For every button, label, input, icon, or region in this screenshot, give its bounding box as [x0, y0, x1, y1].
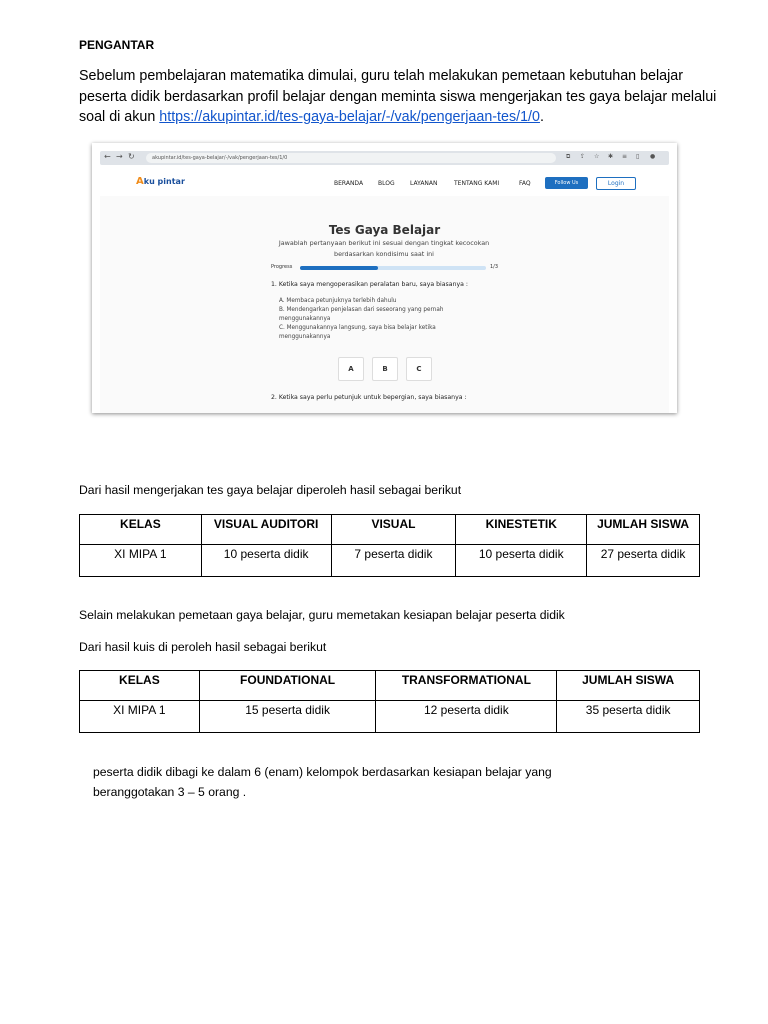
table-cell: 12 peserta didik [376, 701, 557, 733]
test-title: Tes Gaya Belajar [328, 223, 441, 237]
table-row [80, 701, 700, 733]
akupintar-logo: Aku pintar [136, 176, 185, 187]
table-header-row [80, 671, 700, 701]
menu-list-icon: ≡ [622, 153, 628, 160]
answer-b-button: B [372, 357, 398, 381]
share-icon: ⇪ [580, 153, 586, 160]
section-heading: PENGANTAR [79, 38, 155, 52]
intro-text: Sebelum pembelajaran matematika dimulai, guru telah melakukan pemetaan kebutuhan belajar peserta didik berdasarkan profil belajar dengan meminta siswa mengerjakan tes gaya belajar melalui soal di akun [79, 68, 717, 125]
table-cell: 15 peserta didik [199, 701, 376, 733]
table-cell: 27 peserta didik [587, 545, 700, 577]
sidebar-icon: ▯ [636, 153, 640, 160]
table-header: KELAS [80, 671, 200, 701]
table-header: VISUAL AUDITORI [201, 515, 331, 545]
star-icon: ☆ [594, 153, 600, 160]
table-cell: 10 peserta didik [201, 545, 331, 577]
follow-us-button: Follow Us [545, 177, 588, 189]
menu-layanan: LAYANAN [410, 180, 438, 187]
test-link[interactable]: https://akupintar.id/tes-gaya-belajar/-/vak/pengerjaan-tes/1/0 [159, 109, 540, 125]
table-header: KINESTETIK [456, 515, 587, 545]
embedded-screenshot [92, 143, 677, 413]
readiness-table [79, 670, 700, 733]
option-b: B. Mendengarkan penjelasan dari seseorang yang pernah menggunakannya [279, 307, 444, 322]
option-c: C. Menggunakannya langsung, saya bisa belajar ketika menggunakannya [279, 325, 436, 340]
menu-tentang-kami: TENTANG KAMI [454, 180, 500, 187]
table-cell: 7 peserta didik [331, 545, 456, 577]
question-1-options [279, 297, 479, 342]
table-header-row [80, 515, 700, 545]
table-header: VISUAL [331, 515, 456, 545]
quiz-result-paragraph: Dari hasil kuis di peroleh hasil sebagai berikut [79, 640, 327, 654]
closing-paragraph: peserta didik dibagi ke dalam 6 (enam) kelompok berdasarkan kesiapan belajar yang beranggotakan 3 – 5 orang . [93, 765, 552, 799]
login-button: Login [596, 177, 636, 190]
question-1: 1. Ketika saya mengoperasikan peralatan baru, saya biasanya : [271, 281, 468, 288]
result-intro-paragraph: Dari hasil mengerjakan tes gaya belajar diperoleh hasil sebagai berikut [79, 483, 462, 497]
answer-a-button: A [338, 357, 364, 381]
table-header: TRANSFORMATIONAL [376, 671, 557, 701]
reload-icon: ↻ [128, 152, 135, 161]
table-header: JUMLAH SISWA [557, 671, 700, 701]
progress-count: 1/3 [490, 264, 499, 270]
extension-icon: ✱ [608, 153, 614, 160]
table-cell: 35 peserta didik [557, 701, 700, 733]
progress-label: Progress [271, 264, 293, 270]
profile-icon: ● [650, 153, 656, 160]
table-header: JUMLAH SISWA [587, 515, 700, 545]
learning-style-table [79, 514, 700, 577]
table-cell: XI MIPA 1 [80, 545, 202, 577]
readiness-paragraph: Selain melakukan pemetaan gaya belajar, guru memetakan kesiapan belajar peserta didik [79, 608, 565, 622]
intro-paragraph [79, 66, 719, 128]
table-cell: 10 peserta didik [456, 545, 587, 577]
site-header [100, 167, 669, 193]
test-subtitle: Jawablah pertanyaan berikut ini sesuai dengan tingkat kecocokan berdasarkan kondisimu saat ini [278, 239, 490, 258]
table-header: KELAS [80, 515, 202, 545]
menu-beranda: BERANDA [334, 180, 364, 187]
progress-fill [300, 266, 378, 270]
address-bar: akupintar.id/tes-gaya-belajar/-/vak/pengerjaan-tes/1/0 [146, 153, 556, 163]
back-arrow-icon: ← [104, 152, 111, 161]
translate-icon: ⧉ [566, 153, 571, 160]
menu-blog: BLOG [378, 180, 395, 187]
option-a: A. Membaca petunjuknya terlebih dahulu [279, 298, 397, 304]
question-2: 2. Ketika saya perlu petunjuk untuk bepergian, saya biasanya : [271, 394, 467, 401]
intro-end: . [539, 109, 544, 125]
table-row [80, 545, 700, 577]
forward-arrow-icon: → [116, 152, 123, 161]
table-cell: XI MIPA 1 [80, 701, 200, 733]
progress-bar [300, 266, 486, 270]
table-header: FOUNDATIONAL [199, 671, 376, 701]
answer-c-button: C [406, 357, 432, 381]
browser-toolbar [100, 151, 669, 165]
menu-faq: FAQ [519, 180, 531, 187]
